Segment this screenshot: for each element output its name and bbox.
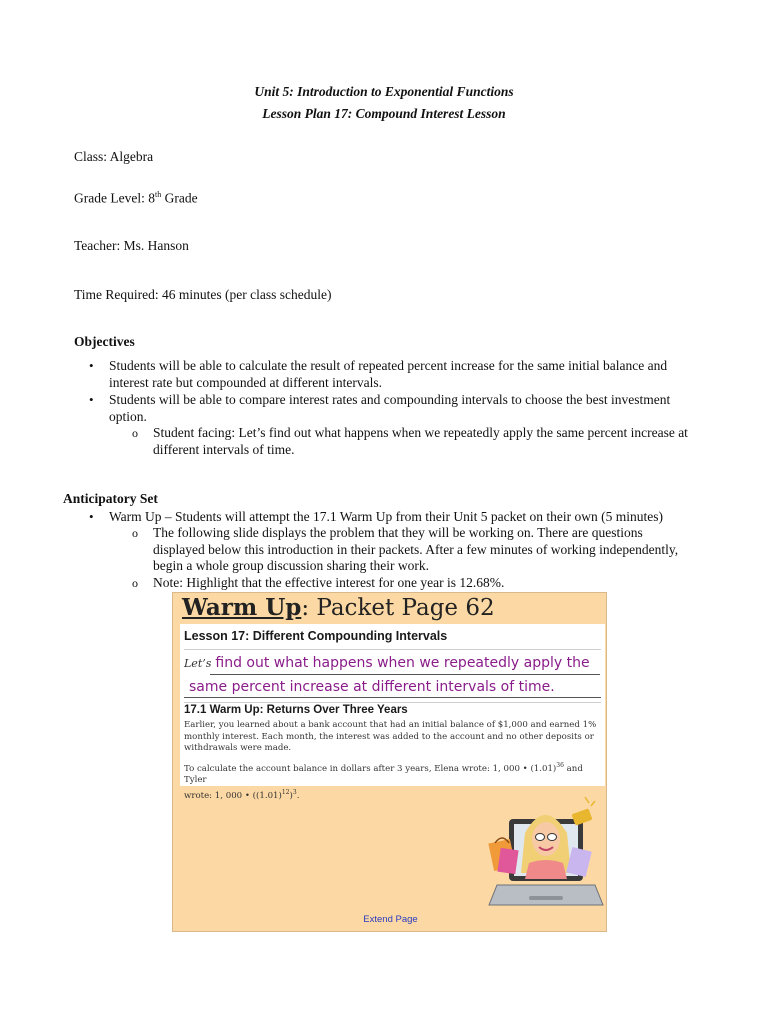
grade-superscript: th <box>154 190 162 199</box>
handwriting-line-2: same percent increase at different intervals of time. <box>189 679 555 695</box>
writing-rule <box>210 674 600 675</box>
objective-line: option. <box>109 408 147 424</box>
grade-prefix: Grade Level: 8 <box>74 190 155 206</box>
subitem-line: Student facing: Let’s find out what happens when we repeatedly apply the same percent increase at <box>153 425 688 440</box>
formula-text: ) <box>289 790 293 801</box>
subitem-line: The following slide displays the problem that they will be working on. There are questions <box>153 525 643 540</box>
subitem-line: displayed below this introduction in their packets. After a few minutes of working independently, <box>153 541 679 557</box>
handwriting-line-1 <box>184 655 590 671</box>
grade-level-line <box>74 190 198 207</box>
writing-rule <box>184 697 601 698</box>
objective-item <box>89 392 671 425</box>
objective-line: Students will be able to compare interest rates and compounding intervals to choose the best investment <box>109 392 671 407</box>
objective-subitem <box>132 425 688 458</box>
slide-title-underlined: Warm Up <box>182 594 302 621</box>
extend-page-link[interactable]: Extend Page <box>363 914 418 925</box>
lesson-heading: Lesson 17: Different Compounding Intervals <box>184 629 448 643</box>
anticipatory-bullet <box>89 509 663 526</box>
slide-title-rest: : Packet Page 62 <box>301 595 495 621</box>
objectives-heading: Objectives <box>74 334 135 349</box>
warmup-paragraph-1 <box>184 720 599 755</box>
circle-bullet-icon: o <box>132 576 138 590</box>
exponent: 3 <box>292 789 297 797</box>
objective-line: interest rate but compounded at different intervals. <box>109 374 383 390</box>
class-line: Class: Algebra <box>74 149 154 164</box>
anticipatory-set-heading: Anticipatory Set <box>63 491 158 506</box>
grade-suffix: Grade <box>161 190 198 206</box>
formula-text: wrote: 1, 000 • ((1.01) <box>184 790 282 801</box>
warm-up-slide <box>172 592 607 932</box>
formula-text: To calculate the account balance in dollars after 3 years, Elena wrote: 1, 000 • (1.01) <box>184 763 557 774</box>
anticipatory-note <box>132 575 505 592</box>
subitem-line: begin a whole group discussion sharing their work. <box>153 558 429 573</box>
bullet-icon: • <box>89 392 94 407</box>
lets-label: Let’s <box>184 657 212 670</box>
formula-text: and Tyler <box>184 763 583 786</box>
objective-item <box>89 358 668 391</box>
subitem-line: different intervals of time. <box>153 441 295 457</box>
objective-line: Students will be able to calculate the result of repeated percent increase for the same initial balance and <box>109 358 668 373</box>
note-text: Note: Highlight that the effective interest for one year is 12.68%. <box>153 575 505 590</box>
exponent: 36 <box>556 762 564 769</box>
paragraph-line <box>184 760 599 787</box>
anticipatory-subitem <box>132 525 679 575</box>
formula-text: . <box>296 790 300 801</box>
paragraph-line: Earlier, you learned about a bank account that had an initial balance of $1,000 and earned 1% <box>184 720 597 730</box>
warmup-heading: 17.1 Warm Up: Returns Over Three Years <box>184 704 408 716</box>
bullet-icon: • <box>89 509 94 524</box>
circle-bullet-icon: o <box>132 426 138 440</box>
bullet-icon: • <box>89 358 94 373</box>
document-title: Unit 5: Introduction to Exponential Functions <box>254 84 514 99</box>
paragraph-line: withdrawals were made. <box>184 743 292 754</box>
credit-card-icon <box>571 797 595 826</box>
divider <box>184 702 601 703</box>
slide-title <box>182 594 495 621</box>
paragraph-line: monthly interest. Each month, the interest was added to the account and no other deposits or <box>184 731 594 742</box>
divider <box>184 649 601 650</box>
handwriting-text-1: find out what happens when we repeatedly apply the <box>215 655 590 671</box>
teacher-line: Teacher: Ms. Hanson <box>74 238 189 253</box>
slide-content-card <box>180 624 605 801</box>
exponent: 12 <box>281 789 290 797</box>
circle-bullet-icon: o <box>132 526 138 540</box>
time-line: Time Required: 46 minutes (per class schedule) <box>74 287 332 302</box>
anticipatory-bullet-text: Warm Up – Students will attempt the 17.1 Warm Up from their Unit 5 packet on their own (5 minutes) <box>109 509 663 524</box>
document-subtitle: Lesson Plan 17: Compound Interest Lesson <box>262 106 506 121</box>
laptop-shopper-illustration <box>485 793 607 913</box>
